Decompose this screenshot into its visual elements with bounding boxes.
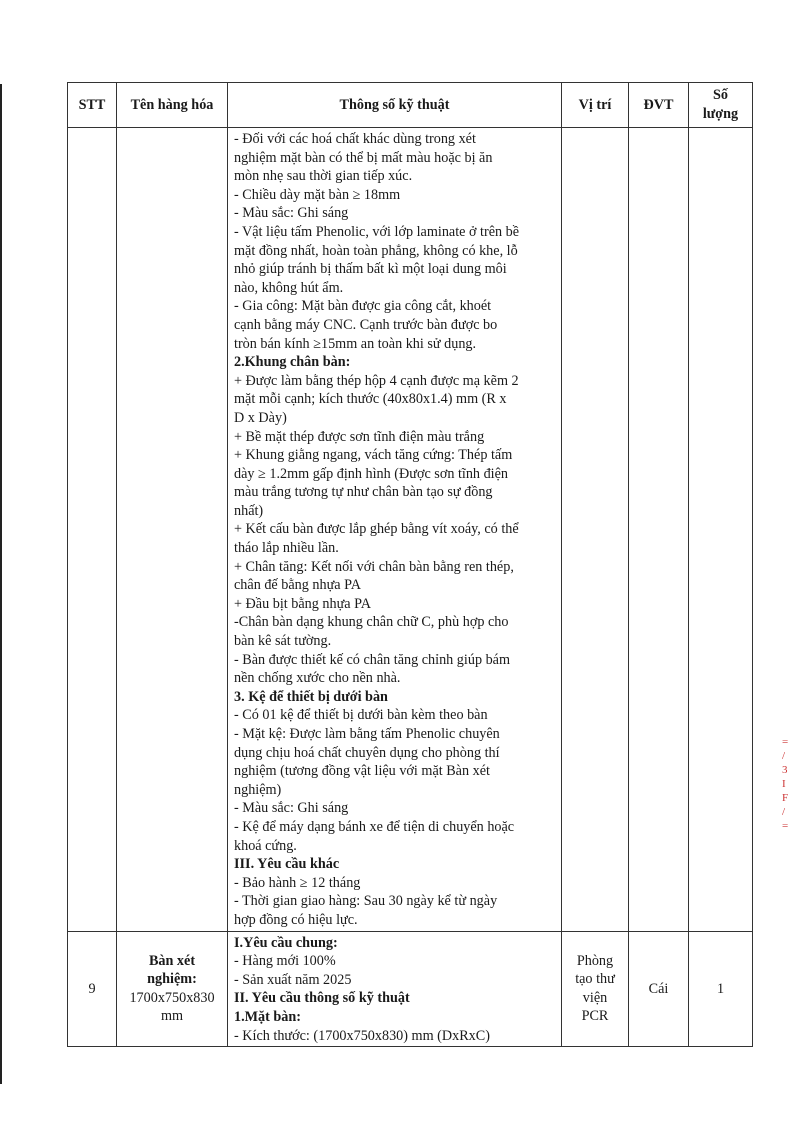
margin-mark-glyph: I: [782, 778, 786, 790]
continued-spec-lines: [234, 130, 557, 930]
cell-qty-empty: [689, 128, 753, 932]
spec-line: + Chân tăng: Kết nối với chân bàn bằng ren thép,: [234, 558, 514, 575]
spec-line: mòn nhẹ sau thời gian tiếp xúc.: [234, 168, 413, 185]
spec-line: - Màu sắc: Ghi sáng: [234, 205, 349, 222]
header-quantity: [689, 83, 753, 128]
spec-line: dày ≥ 1.2mm gấp định hình (Được sơn tĩnh điện: [234, 465, 509, 482]
item-name-line1: Bàn xét: [148, 952, 196, 969]
location-line: Phòng: [576, 952, 614, 969]
spec-line: màu trắng tương tự như chân bàn tạo sự đồng: [234, 484, 493, 501]
margin-mark-glyph: =: [782, 736, 789, 748]
spec-line: - Bảo hành ≥ 12 tháng: [234, 874, 361, 891]
spec-line: - Kệ để máy dạng bánh xe để tiện di chuyển hoặc: [234, 818, 515, 835]
table-header-row: [68, 83, 753, 128]
item-name-dims: 1700x750x830: [129, 989, 215, 1006]
margin-mark-glyph: /: [782, 806, 786, 818]
spec-line: nào, không hút ẩm.: [234, 279, 344, 296]
spec-line: nghiệm mặt bàn có thể bị mất màu hoặc bị ăn: [234, 149, 493, 166]
cell-unit: Cái: [629, 931, 689, 1047]
spec-heading: III. Yêu cầu khác: [234, 856, 340, 873]
header-stt: STT: [68, 83, 117, 128]
spec-line: - Có 01 kệ để thiết bị dưới bàn kèm theo bàn: [234, 707, 488, 724]
location-line: viện: [582, 989, 608, 1006]
item-spec-lines: [234, 934, 557, 1046]
spec-line: - Hàng mới 100%: [234, 953, 336, 970]
header-unit: ĐVT: [629, 83, 689, 128]
spec-line: tháo lắp nhiều lần.: [234, 540, 339, 557]
spec-line: -Chân bàn dạng khung chân chữ C, phù hợp cho: [234, 614, 509, 631]
cell-stt-empty: [68, 128, 117, 932]
margin-mark-glyph: /: [782, 750, 786, 762]
spec-line: - Màu sắc: Ghi sáng: [234, 800, 349, 817]
spec-line: hợp đồng có hiệu lực.: [234, 911, 358, 928]
spec-line: + Đầu bịt bằng nhựa PA: [234, 595, 371, 612]
spec-line: + Được làm bằng thép hộp 4 cạnh được mạ kẽm 2: [234, 372, 519, 389]
cell-name-empty: [117, 128, 228, 932]
table-row-continued: [68, 128, 753, 932]
header-location: Vị trí: [562, 83, 629, 128]
cell-quantity: 1: [689, 931, 753, 1047]
item-name-line2: nghiệm:: [147, 971, 197, 988]
spec-line: bàn kê sát tường.: [234, 633, 332, 650]
spec-line: - Chiều dày mặt bàn ≥ 18mm: [234, 186, 401, 203]
spec-line: - Bàn được thiết kế có chân tăng chỉnh giúp bám: [234, 651, 511, 668]
spec-line: + Khung giằng ngang, vách tăng cứng: Thép tấm: [234, 447, 513, 464]
spec-heading: II. Yêu cầu thông số kỹ thuật: [234, 990, 410, 1007]
spec-heading: 3. Kệ để thiết bị dưới bàn: [234, 688, 388, 705]
spec-line: chân đế bằng nhựa PA: [234, 577, 361, 594]
spec-line: - Sản xuất năm 2025: [234, 971, 352, 988]
spec-line: khoá cứng.: [234, 837, 297, 854]
spec-line: D x Dày): [234, 409, 287, 426]
spec-line: nhỏ giúp tránh bị thấm bất kì một loại dung môi: [234, 261, 507, 278]
cell-unit-empty: [629, 128, 689, 932]
equipment-spec-table: [67, 82, 753, 1047]
spec-line: tròn bán kính ≥15mm an toàn khi sử dụng.: [234, 335, 477, 352]
spec-line: nền chống xước cho nền nhà.: [234, 670, 401, 687]
cell-continued-spec: [228, 128, 562, 932]
spec-line: mặt mỗi cạnh; kích thước (40x80x1.4) mm (R x: [234, 391, 507, 408]
spec-line: dụng chịu hoá chất chuyên dụng cho phòng thí: [234, 744, 500, 761]
spec-line: - Vật liệu tấm Phenolic, với lớp laminate ở trên bề: [234, 223, 520, 240]
margin-stamp-marks: [782, 735, 788, 833]
spec-heading: I.Yêu cầu chung:: [234, 934, 338, 951]
spec-line: cạnh bằng máy CNC. Cạnh trước bàn được bo: [234, 316, 498, 333]
spec-line: nhất): [234, 502, 264, 519]
cell-item-name: [117, 931, 228, 1047]
spec-line: + Bề mặt thép được sơn tĩnh điện màu trắng: [234, 428, 485, 445]
cell-item-spec: [228, 931, 562, 1047]
spec-line: - Đối với các hoá chất khác dùng trong xét: [234, 131, 476, 147]
spec-line: nghiệm (tương đồng vật liệu với mặt Bàn xét: [234, 763, 490, 780]
spec-line: + Kết cấu bàn được lắp ghép bằng vít xoáy, có thể: [234, 521, 519, 538]
table-row-item-9: [68, 931, 753, 1047]
spec-line: - Mặt kệ: Được làm bằng tấm Phenolic chuyên: [234, 726, 500, 742]
page-left-rule: [0, 84, 2, 1084]
header-item-name: Tên hàng hóa: [117, 83, 228, 128]
item-name-unit: mm: [160, 1008, 184, 1025]
spec-line: - Thời gian giao hàng: Sau 30 ngày kể từ ngày: [234, 893, 498, 910]
cell-stt: 9: [68, 931, 117, 1047]
header-specification: Thông số kỹ thuật: [228, 83, 562, 128]
spec-line: - Kích thước: (1700x750x830) mm (DxRxC): [234, 1027, 490, 1044]
spec-heading: 2.Khung chân bàn:: [234, 354, 351, 371]
cell-location-empty: [562, 128, 629, 932]
header-quantity-line2: lượng: [702, 106, 739, 122]
location-line: PCR: [581, 1008, 609, 1025]
header-quantity-line1: Số: [713, 87, 728, 104]
cell-location: [562, 931, 629, 1047]
spec-heading: 1.Mặt bàn:: [234, 1008, 301, 1025]
spec-line: mặt đồng nhất, hoàn toàn phẳng, không có khe, lỗ: [234, 242, 518, 259]
margin-mark-glyph: F: [782, 792, 789, 804]
spec-line: nghiệm): [234, 781, 282, 798]
margin-mark-glyph: =: [782, 820, 789, 832]
spec-line: - Gia công: Mặt bàn được gia công cắt, khoét: [234, 298, 492, 315]
margin-mark-glyph: 3: [782, 764, 788, 776]
location-line: tạo thư: [575, 971, 615, 988]
